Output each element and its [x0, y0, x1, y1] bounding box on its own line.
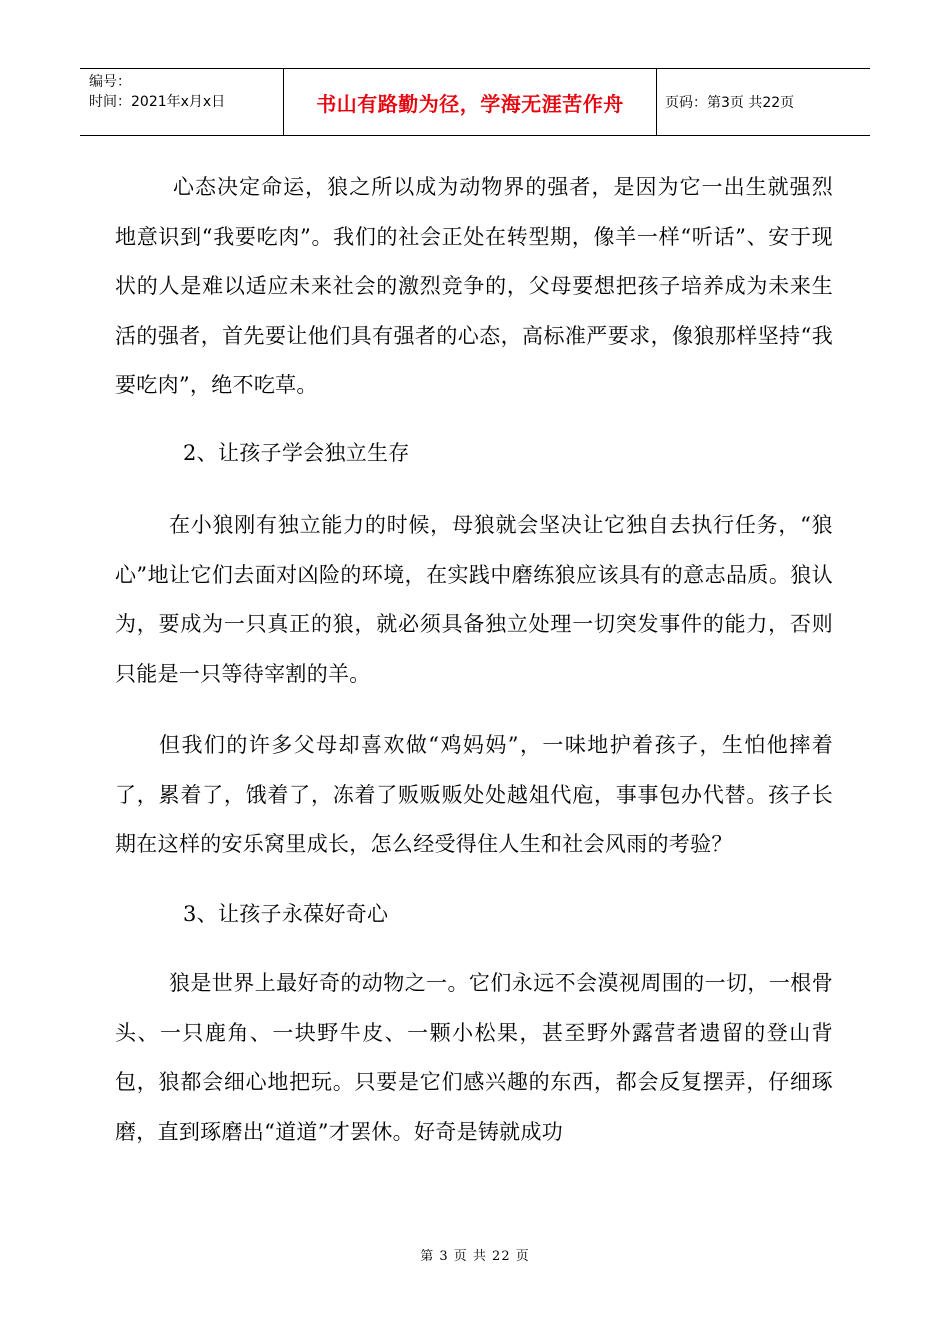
document-time-label: 时间：2021年x月x日 — [89, 94, 226, 110]
page-footer: 第 3 页 共 22 页 — [420, 1249, 530, 1264]
header-meta — [80, 69, 283, 135]
header-page-cell — [657, 69, 870, 135]
header-motto-cell — [283, 69, 657, 135]
paragraph-independence: 在小狼刚有独立能力的时候，母狼就会坚决让它独自去执行任务，“狼心”地让它们去面对凶险的环境，在实践中磨练狼应该具有的意志品质。狼认为，要成为一只真正的狼，就必须具备独立处理一切突发事件的能力，否则只能是一只等待宰割的羊。 — [115, 513, 833, 686]
header-motto: 书山有路勤为径，学海无涯苦作舟 — [316, 91, 624, 116]
paragraph-mindset: 心态决定命运，狼之所以成为动物界的强者，是因为它一出生就强烈地意识到“我要吃肉”。我们的社会正处在转型期，像羊一样“听话”、安于现状的人是难以适应未来社会的激烈竞争的，父母要想把孩子培养成为未来生活的强者，首先要让他们具有强者的心态，高标准严要求，像狼那样坚持“我要吃肉”，绝不吃草。 — [115, 175, 833, 397]
document-header — [80, 68, 870, 136]
section-heading-independence: 2、让孩子学会独立生存 — [183, 440, 410, 465]
section-heading-curiosity: 3、让孩子永葆好奇心 — [183, 901, 389, 926]
paragraph-curiosity: 狼是世界上最好奇的动物之一。它们永远不会漠视周围的一切，一根骨头、一只鹿角、一块野牛皮、一颗小松果，甚至野外露营者遗留的登山背包，狼都会细心地把玩。只要是它们感兴趣的东西，都会反复摆弄，仔细琢磨，直到琢磨出“道道”才罢休。好奇是铸就成功 — [115, 971, 833, 1144]
paragraph-chicken-mother: 但我们的许多父母却喜欢做“鸡妈妈”，一味地护着孩子，生怕他摔着了，累着了，饿着了，冻着了贩贩贩处处越俎代庖，事事包办代替。孩子长期在这样的安乐窝里成长，怎么经受得住人生和社会风雨的考验？ — [115, 733, 833, 856]
document-number-label: 编号： — [89, 74, 131, 90]
document-body — [115, 163, 833, 1157]
header-page-label: 页码：第3页 共22页 — [665, 95, 795, 111]
